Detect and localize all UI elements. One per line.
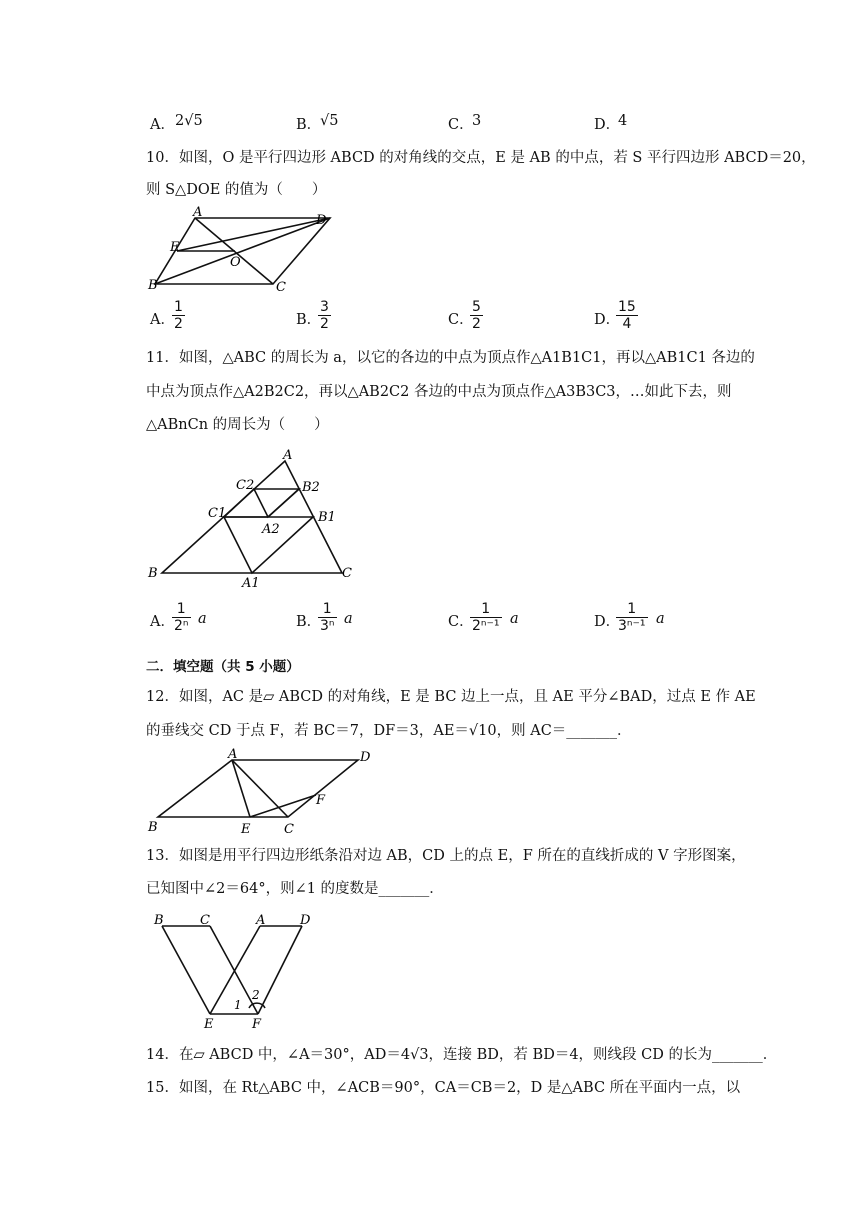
q12-label-b: B <box>148 820 158 835</box>
q9-option-c-label: C． <box>448 117 474 133</box>
q13-label-e: E <box>204 1017 214 1032</box>
q11-label-b2: B2 <box>302 480 320 495</box>
q11-option-b-fraction: $\frac{1}{\text{3ⁿ}}$ <box>320 601 335 634</box>
q11-option-d-fraction: $\frac{1}{\text{3ⁿ⁻¹}}$ <box>618 601 646 634</box>
q10-option-b-label: B． <box>296 312 322 328</box>
q9-option-b-value: √5 <box>320 113 339 129</box>
q13-label-d: D <box>300 913 311 928</box>
q10-figure <box>140 205 340 295</box>
q10-label-e: E <box>170 240 180 255</box>
q13-label-c: C <box>200 913 210 928</box>
q12-label-d: D <box>360 750 371 765</box>
q11-figure <box>140 445 370 590</box>
q11-option-d-label: D． <box>594 614 621 630</box>
q10-option-d-fraction: $\frac{15}{4}$ <box>618 299 636 332</box>
q11-option-a-label: A． <box>150 614 175 630</box>
q11-label-c: C <box>342 566 352 581</box>
q10-option-a-label: A． <box>150 312 175 328</box>
q9-option-a-label: A． <box>150 117 175 133</box>
q12-text-line2: 的垂线交 CD 于点 F，若 BC＝7，DF＝3，AE＝√10，则 AC＝_______． <box>146 723 632 739</box>
q10-text-line2: 则 S△DOE 的值为（ ） <box>146 182 327 198</box>
q11-option-c-label: C． <box>448 614 474 630</box>
q10-option-c-label: C． <box>448 312 474 328</box>
q13-angle-2: 2 <box>252 988 260 1002</box>
q11-label-a1: A1 <box>242 576 260 590</box>
q10-text-line1: 10．如图，O 是平行四边形 ABCD 的对角线的交点，E 是 AB 的中点，若 S 平行四边形 ABCD＝20， <box>146 150 816 166</box>
q13-label-a: A <box>256 913 266 928</box>
q11-label-b: B <box>148 566 158 581</box>
q10-label-b: B <box>148 278 158 293</box>
q12-text-line1: 12．如图，AC 是▱ ABCD 的对角线，E 是 BC 边上一点，且 AE 平分∠BAD，过点 E 作 AE <box>146 689 756 705</box>
q11-option-a-suffix: a <box>198 611 207 627</box>
q10-label-c: C <box>276 280 286 295</box>
q11-label-a: A <box>283 448 293 463</box>
q10-option-d-label: D． <box>594 312 621 328</box>
q9-option-c-value: 3 <box>472 113 482 129</box>
q10-option-a-fraction: $\frac{1}{2}$ <box>174 299 183 332</box>
q11-label-b1: B1 <box>318 510 336 525</box>
q12-label-a: A <box>228 747 238 762</box>
q14-text-line1: 14．在▱ ABCD 中，∠A＝30°，AD＝4√3，连接 BD，若 BD＝4，则线段 CD 的长为_______． <box>146 1047 778 1063</box>
q10-label-o: O <box>230 255 241 270</box>
q12-label-c: C <box>284 822 294 837</box>
q11-text-line2: 中点为顶点作△A2B2C2，再以△AB2C2 各边的中点为顶点作△A3B3C3，…如此下去，则 <box>146 384 732 400</box>
q13-text-line2: 已知图中∠2＝64°，则∠1 的度数是_______． <box>146 881 444 897</box>
q9-option-b-label: B． <box>296 117 322 133</box>
q11-option-a-fraction: $\frac{1}{\text{2ⁿ}}$ <box>174 601 189 634</box>
q10-option-b-fraction: $\frac{3}{2}$ <box>320 299 329 332</box>
q13-figure <box>140 908 330 1033</box>
q10-label-d: D <box>316 213 327 228</box>
q11-label-c1: C1 <box>208 506 227 521</box>
q13-text-line1: 13．如图是用平行四边形纸条沿对边 AB，CD 上的点 E，F 所在的直线折成的 V 字形图案， <box>146 848 746 864</box>
q9-option-d-label: D． <box>594 117 621 133</box>
section-heading-fill-in: 二．填空题（共 5 小题） <box>146 659 300 675</box>
q13-label-b: B <box>154 913 164 928</box>
q11-option-b-label: B． <box>296 614 322 630</box>
q13-label-f: F <box>252 1017 262 1032</box>
q9-option-a-value: 2√5 <box>175 113 203 129</box>
q11-label-a2: A2 <box>262 522 280 537</box>
q11-option-b-suffix: a <box>344 611 353 627</box>
q11-label-c2: C2 <box>236 478 255 493</box>
q9-option-d-value: 4 <box>618 113 628 129</box>
q11-option-c-suffix: a <box>510 611 519 627</box>
q12-figure <box>140 745 380 837</box>
q12-label-e: E <box>241 822 251 837</box>
q15-text-line1: 15．如图，在 Rt△ABC 中，∠ACB＝90°，CA＝CB＝2，D 是△ABC 所在平面内一点，以 <box>146 1080 741 1096</box>
q13-angle-1: 1 <box>234 998 242 1012</box>
q10-label-a: A <box>193 205 203 220</box>
q11-option-c-fraction: $\frac{1}{\text{2ⁿ⁻¹}}$ <box>472 601 500 634</box>
q11-text-line1: 11．如图，△ABC 的周长为 a，以它的各边的中点为顶点作△A1B1C1，再以△AB1C1 各边的 <box>146 350 755 366</box>
q10-option-c-fraction: $\frac{5}{2}$ <box>472 299 481 332</box>
q12-label-f: F <box>316 793 326 808</box>
q11-option-d-suffix: a <box>656 611 665 627</box>
q11-text-line3: △ABnCn 的周长为（ ） <box>146 417 329 433</box>
